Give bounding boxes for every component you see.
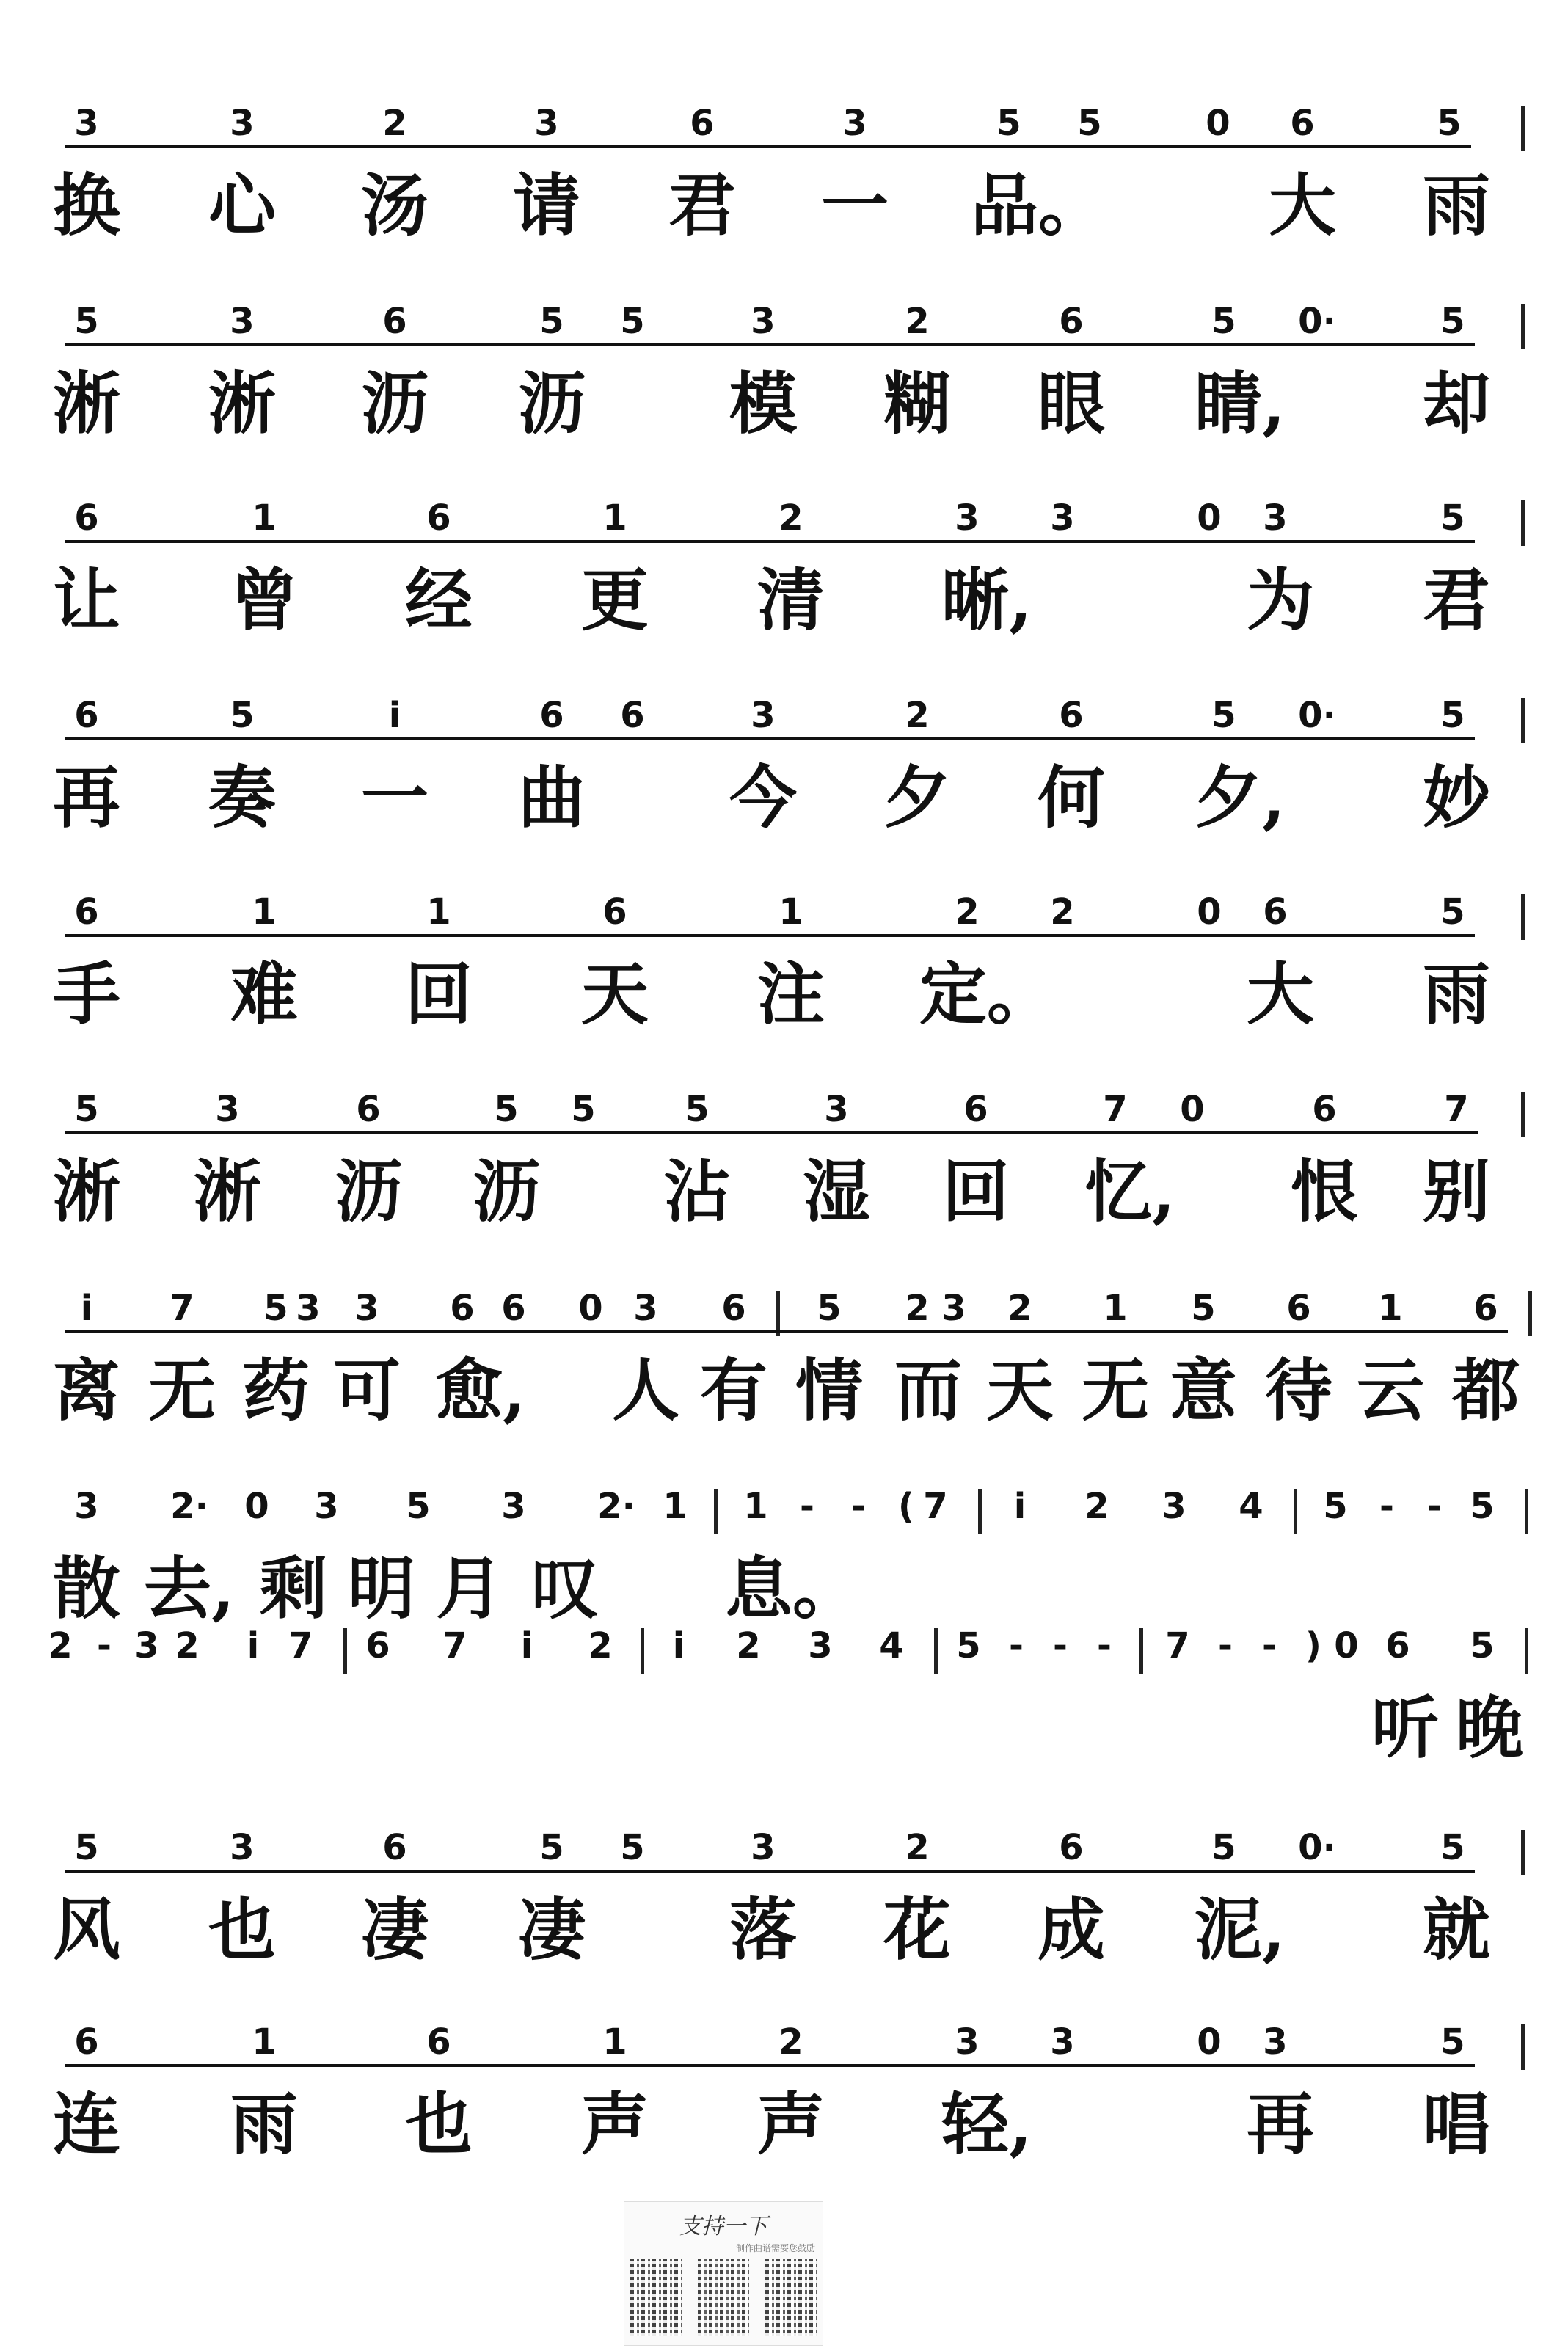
note: 6: [74, 892, 99, 933]
note: 3: [941, 1288, 966, 1329]
note: 5: [956, 1625, 981, 1666]
note: 3: [296, 1288, 321, 1329]
note: 6: [963, 1089, 988, 1130]
note: 5: [1211, 301, 1236, 342]
note: 2: [905, 301, 930, 342]
note: 6: [382, 301, 407, 342]
lyric-char: 落: [729, 1890, 798, 1969]
lyric-char: 轻,: [941, 2085, 1033, 2164]
note: 6: [1059, 695, 1084, 736]
note: 2: [1007, 1288, 1032, 1329]
bar-line: [1521, 2024, 1525, 2070]
note: 3: [955, 497, 980, 539]
note: 2: [905, 1288, 930, 1329]
note: 5: [1077, 103, 1102, 144]
beam-line: [65, 145, 1471, 148]
note: 5: [620, 1827, 645, 1868]
lyric-char: 夕: [883, 758, 952, 837]
support-title: 支持一下: [679, 2214, 767, 2239]
note: -: [1009, 1625, 1024, 1666]
lyric-char: 药: [241, 1351, 310, 1430]
lyric-char: 无: [147, 1351, 216, 1430]
note: 2: [905, 1827, 930, 1868]
bar-line: [1521, 1092, 1525, 1137]
lyric-char: 花: [883, 1890, 952, 1969]
lyric-char: 君: [1422, 561, 1491, 640]
note: 1: [252, 497, 277, 539]
lyric-char: 汤: [360, 166, 429, 245]
note: 0·: [1298, 695, 1336, 736]
note: -: [97, 1625, 112, 1666]
note: 5: [1191, 1288, 1216, 1329]
note: 5: [1440, 892, 1465, 933]
note: 5: [74, 1089, 99, 1130]
beam-line: [65, 2064, 1475, 2067]
note: -: [1097, 1625, 1112, 1666]
lyric-line: [0, 954, 1568, 1049]
lyric-char: 也: [404, 2085, 473, 2164]
lyric-char: 再: [1246, 2085, 1315, 2164]
note: 1: [602, 497, 627, 539]
lyric-char: 湿: [802, 1152, 871, 1231]
lyric-char: 今: [729, 758, 798, 837]
note: 3: [74, 1486, 99, 1527]
note: 2·: [597, 1486, 635, 1527]
note: 6: [365, 1625, 390, 1666]
lyric-char: 更: [580, 561, 649, 640]
lyric-char: 回: [941, 1152, 1010, 1231]
bar-line: [1521, 500, 1525, 546]
lyric-line: [0, 2084, 1568, 2179]
note: 0: [1197, 2021, 1222, 2063]
lyric-char: 却: [1422, 364, 1491, 443]
note: 0·: [1298, 301, 1336, 342]
lyric-char: 沥: [517, 364, 586, 443]
note: 2: [588, 1625, 613, 1666]
note: 0·: [1298, 1827, 1336, 1868]
note: 2: [905, 695, 930, 736]
bar-line: [1528, 1291, 1532, 1336]
note: 3: [751, 1827, 776, 1868]
lyric-char: 情: [795, 1351, 864, 1430]
lyric-char: 风: [52, 1890, 121, 1969]
lyric-char: 息。: [724, 1549, 861, 1628]
bar-line: [1294, 1489, 1297, 1534]
note: 0: [1197, 892, 1222, 933]
note: 3: [1263, 2021, 1288, 2063]
note: 5: [230, 695, 255, 736]
note: 6: [501, 1288, 526, 1329]
note: 5: [1211, 1827, 1236, 1868]
note: i: [80, 1288, 93, 1329]
note: 5: [571, 1089, 596, 1130]
lyric-char: 成: [1037, 1890, 1106, 1969]
lyric-char: 声: [756, 2085, 825, 2164]
lyric-line: [0, 1688, 1568, 1783]
lyric-char: 而: [894, 1351, 963, 1430]
note: 3: [842, 103, 867, 144]
lyric-char: 明: [347, 1549, 416, 1628]
bar-line: [776, 1291, 780, 1336]
note: i: [388, 695, 401, 736]
note: 5: [1323, 1486, 1348, 1527]
qr-code-icon[interactable]: [765, 2259, 817, 2336]
note: i: [672, 1625, 685, 1666]
note: 6: [721, 1288, 746, 1329]
lyric-char: 剩: [259, 1549, 328, 1628]
bar-line: [1525, 1489, 1528, 1534]
note: 2: [1050, 892, 1075, 933]
beam-line: [65, 1131, 1478, 1134]
lyric-char: 唱: [1422, 2085, 1491, 2164]
note: 2: [382, 103, 407, 144]
lyric-char: 人: [611, 1351, 680, 1430]
note: 5: [1437, 103, 1462, 144]
support-subtitle: 制作曲谱需要您鼓励: [735, 2243, 815, 2253]
note: 0: [1197, 497, 1222, 539]
note: 6: [426, 2021, 451, 2063]
note: 6: [1059, 1827, 1084, 1868]
note: 1: [252, 2021, 277, 2063]
lyric-char: 淅: [52, 364, 121, 443]
lyric-char: 大: [1246, 955, 1315, 1034]
note: 5: [1440, 2021, 1465, 2063]
lyric-char: 愈,: [434, 1351, 527, 1430]
lyric-char: 云: [1356, 1351, 1425, 1430]
lyric-line: [0, 1350, 1568, 1445]
lyric-char: 妙: [1422, 758, 1491, 837]
lyric-char: 忆,: [1084, 1152, 1176, 1231]
note: 1: [778, 892, 803, 933]
lyric-char: 让: [52, 561, 121, 640]
note: 5: [817, 1288, 842, 1329]
note: 4: [1239, 1486, 1263, 1527]
note: 5: [406, 1486, 431, 1527]
note: 7: [923, 1486, 948, 1527]
note: 7: [1444, 1089, 1469, 1130]
lyric-line: [0, 1889, 1568, 1985]
note: 6: [74, 695, 99, 736]
note: 6: [74, 2021, 99, 2063]
lyric-char: 曾: [230, 561, 299, 640]
lyric-char: 晚: [1455, 1688, 1524, 1768]
note: 5: [620, 301, 645, 342]
note: -: [1053, 1625, 1068, 1666]
lyric-char: 离: [52, 1351, 121, 1430]
lyric-char: 待: [1264, 1351, 1333, 1430]
lyric-char: 清: [756, 561, 825, 640]
lyric-char: 回: [404, 955, 473, 1034]
lyric-char: 沥: [472, 1152, 541, 1231]
lyric-char: 月: [435, 1549, 504, 1628]
lyric-char: 连: [52, 2085, 121, 2164]
note: 0: [1180, 1089, 1205, 1130]
bar-line: [1521, 304, 1525, 349]
lyric-char: 恨: [1290, 1152, 1359, 1231]
note: 3: [751, 695, 776, 736]
note: 7: [1165, 1625, 1190, 1666]
note: -: [1427, 1486, 1442, 1527]
lyric-char: 淅: [52, 1152, 121, 1231]
note: 3: [808, 1625, 833, 1666]
lyric-char: 为: [1246, 561, 1315, 640]
lyric-char: 听: [1371, 1688, 1440, 1768]
lyric-char: 意: [1169, 1351, 1238, 1430]
note: 6: [1290, 103, 1315, 144]
lyric-char: 沥: [360, 364, 429, 443]
bar-line: [978, 1489, 982, 1534]
note: 3: [1050, 497, 1075, 539]
bar-line: [714, 1489, 718, 1534]
lyric-char: 大: [1268, 166, 1337, 245]
lyric-char: 经: [404, 561, 473, 640]
note: 1: [743, 1486, 768, 1527]
lyric-char: 手: [52, 955, 121, 1034]
note: 5: [996, 103, 1021, 144]
lyric-char: 请: [512, 166, 581, 245]
bar-line: [1525, 1628, 1528, 1674]
lyric-char: 夕,: [1194, 758, 1286, 837]
note: 3: [354, 1288, 379, 1329]
note: 5: [1440, 301, 1465, 342]
beam-line: [65, 737, 1475, 740]
note: 7: [169, 1288, 194, 1329]
lyric-char: 品。: [970, 166, 1106, 245]
bar-line: [641, 1628, 644, 1674]
note: 5: [1440, 695, 1465, 736]
lyric-char: 沾: [663, 1152, 732, 1231]
note: 7: [1103, 1089, 1128, 1130]
lyric-char: 君: [668, 166, 737, 245]
lyric-line: [0, 1151, 1568, 1247]
note: 3: [215, 1089, 240, 1130]
note: 7: [442, 1625, 467, 1666]
lyric-char: 都: [1451, 1351, 1520, 1430]
lyric-char: 注: [756, 955, 825, 1034]
note: -: [1262, 1625, 1277, 1666]
note: 6: [539, 695, 564, 736]
beam-line: [65, 934, 1475, 937]
note: 5: [263, 1288, 288, 1329]
note: 3: [314, 1486, 339, 1527]
note: 5: [1470, 1625, 1495, 1666]
note: 2: [1084, 1486, 1109, 1527]
note: i: [1013, 1486, 1027, 1527]
lyric-char: 定。: [919, 955, 1055, 1034]
lyric-char: 淅: [193, 1152, 262, 1231]
lyric-char: 也: [208, 1890, 277, 1969]
note: 6: [450, 1288, 475, 1329]
lyric-char: 糊: [883, 364, 952, 443]
lyric-char: 雨: [230, 2085, 299, 2164]
note: -: [851, 1486, 866, 1527]
note: (: [898, 1486, 914, 1527]
note: ): [1305, 1625, 1321, 1666]
note: 3: [1162, 1486, 1186, 1527]
note: 5: [1440, 497, 1465, 539]
note: 5: [494, 1089, 519, 1130]
bar-line: [1521, 106, 1525, 151]
bar-line: [1139, 1628, 1143, 1674]
lyric-char: 眼: [1037, 364, 1106, 443]
note: 2: [778, 2021, 803, 2063]
note: 3: [74, 103, 99, 144]
note: 6: [356, 1089, 381, 1130]
note: 2: [736, 1625, 761, 1666]
note: 6: [602, 892, 627, 933]
note: 4: [879, 1625, 904, 1666]
beam-line: [65, 1330, 1508, 1333]
note: 5: [685, 1089, 710, 1130]
qr-code-icon[interactable]: [698, 2259, 749, 2336]
lyric-char: 再: [52, 758, 121, 837]
note: 6: [1286, 1288, 1311, 1329]
note: 6: [382, 1827, 407, 1868]
lyric-char: 散: [52, 1549, 121, 1628]
note: 6: [74, 497, 99, 539]
note: 3: [1263, 497, 1288, 539]
note: 2·: [170, 1486, 208, 1527]
note: 6: [1473, 1288, 1498, 1329]
lyric-line: [0, 757, 1568, 853]
note: 3: [501, 1486, 526, 1527]
note: 0: [1334, 1625, 1359, 1666]
note: 1: [426, 892, 451, 933]
beam-line: [65, 1870, 1475, 1873]
note: 3: [1050, 2021, 1075, 2063]
note: 5: [74, 301, 99, 342]
note: 6: [1385, 1625, 1410, 1666]
note: 1: [252, 892, 277, 933]
lyric-char: 就: [1422, 1890, 1491, 1969]
lyric-char: 凄: [517, 1890, 586, 1969]
note: 1: [602, 2021, 627, 2063]
lyric-char: 可: [332, 1351, 401, 1430]
bar-line: [934, 1628, 938, 1674]
note: 0: [578, 1288, 603, 1329]
lyric-char: 天: [580, 955, 649, 1034]
note: i: [520, 1625, 533, 1666]
note: 0: [244, 1486, 269, 1527]
note: 3: [230, 301, 255, 342]
note: 1: [1378, 1288, 1403, 1329]
qr-code-icon[interactable]: [630, 2259, 682, 2336]
note: 5: [539, 301, 564, 342]
lyric-char: 奏: [208, 758, 277, 837]
note: 3: [134, 1625, 159, 1666]
note: -: [1218, 1625, 1233, 1666]
note: 2: [48, 1625, 73, 1666]
lyric-char: 凄: [360, 1890, 429, 1969]
note: 5: [74, 1827, 99, 1868]
lyric-char: 换: [52, 166, 121, 245]
lyric-line: [0, 165, 1568, 260]
lyric-char: 沥: [334, 1152, 403, 1231]
bar-line: [1521, 894, 1525, 940]
support-panel: [624, 2201, 823, 2346]
beam-line: [65, 343, 1475, 346]
lyric-line: [0, 1548, 1568, 1644]
lyric-char: 晰,: [941, 561, 1033, 640]
lyric-char: 声: [580, 2085, 649, 2164]
lyric-char: 心: [208, 166, 277, 245]
note: 7: [288, 1625, 313, 1666]
note: 1: [1103, 1288, 1128, 1329]
note: 1: [663, 1486, 688, 1527]
note: 3: [534, 103, 559, 144]
lyric-char: 雨: [1422, 166, 1491, 245]
note: 6: [620, 695, 645, 736]
lyric-line: [0, 363, 1568, 459]
bar-line: [1521, 1830, 1525, 1875]
note: 2: [955, 892, 980, 933]
lyric-char: 叹: [530, 1549, 599, 1628]
lyric-char: 一: [360, 758, 429, 837]
beam-line: [65, 540, 1475, 543]
lyric-char: 去,: [143, 1549, 236, 1628]
note: 3: [230, 103, 255, 144]
note: 6: [1312, 1089, 1337, 1130]
note: 3: [824, 1089, 849, 1130]
note: 3: [633, 1288, 658, 1329]
note: 2: [175, 1625, 200, 1666]
lyric-line: [0, 560, 1568, 655]
note: 6: [690, 103, 715, 144]
bar-line: [343, 1628, 347, 1674]
lyric-char: 淅: [208, 364, 277, 443]
note: 5: [1470, 1486, 1495, 1527]
note: 6: [1059, 301, 1084, 342]
note: -: [1379, 1486, 1394, 1527]
lyric-char: 有: [699, 1351, 768, 1430]
note: 5: [539, 1827, 564, 1868]
lyric-char: 别: [1422, 1152, 1491, 1231]
lyric-char: 何: [1037, 758, 1106, 837]
lyric-char: 模: [729, 364, 798, 443]
lyric-char: 无: [1081, 1351, 1150, 1430]
note: 3: [230, 1827, 255, 1868]
note: 6: [1263, 892, 1288, 933]
lyric-char: 泥,: [1194, 1890, 1286, 1969]
note: 5: [1440, 1827, 1465, 1868]
note: i: [247, 1625, 260, 1666]
note: 5: [1211, 695, 1236, 736]
note: 2: [778, 497, 803, 539]
bar-line: [1521, 698, 1525, 743]
note: -: [800, 1486, 814, 1527]
note: 3: [955, 2021, 980, 2063]
lyric-char: 睛,: [1194, 364, 1286, 443]
lyric-char: 曲: [517, 758, 586, 837]
note: 3: [751, 301, 776, 342]
lyric-char: 一: [820, 166, 889, 245]
lyric-char: 天: [985, 1351, 1054, 1430]
lyric-char: 雨: [1422, 955, 1491, 1034]
note: 0: [1206, 103, 1230, 144]
note: 6: [426, 497, 451, 539]
lyric-char: 难: [230, 955, 299, 1034]
